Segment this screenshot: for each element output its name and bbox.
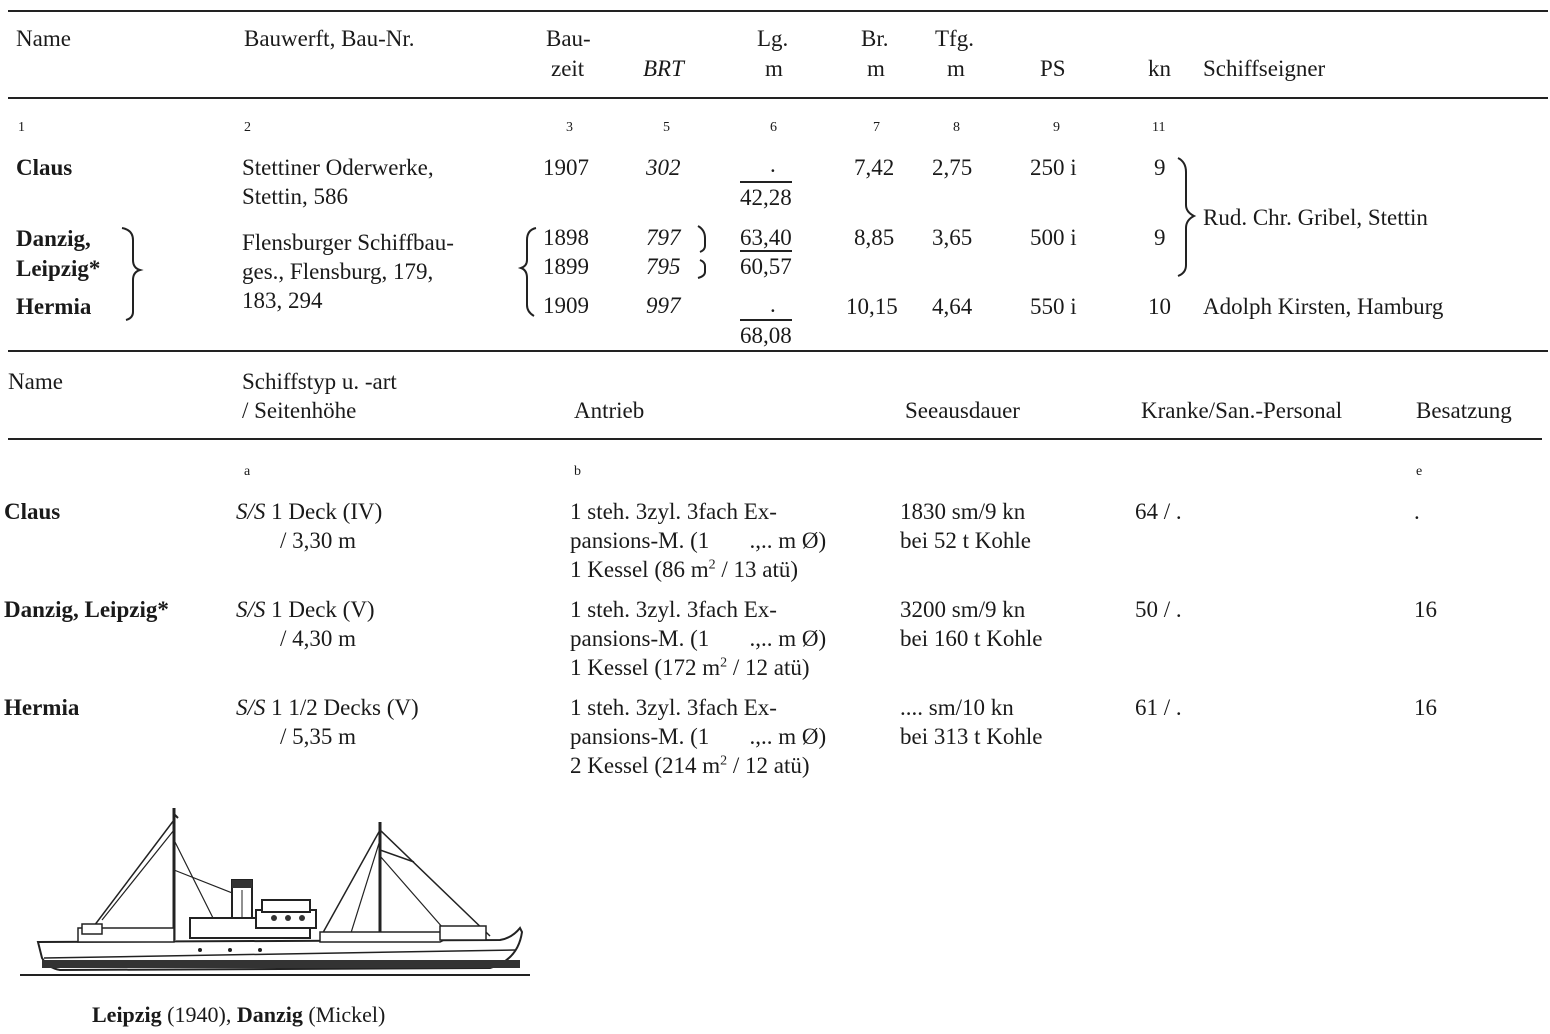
header-antrieb: Antrieb (574, 398, 645, 423)
antrieb-line: pansions-M. (1 .,.. m Ø) (570, 528, 827, 553)
figure-caption (92, 1000, 385, 1029)
boiler-sup: 2 (708, 557, 716, 573)
draught: 3,65 (932, 225, 973, 250)
see-line: bei 160 t Kohle (900, 626, 1043, 651)
header-ps: PS (1040, 56, 1066, 81)
antrieb-line (570, 751, 810, 780)
kranke: 61 / . (1135, 695, 1182, 720)
ship-name: Hermia (16, 294, 92, 319)
ship-name: Danzig, (16, 226, 91, 251)
boiler-rest: / 12 atü) (727, 753, 810, 778)
ship-drawing-icon (20, 800, 535, 985)
header-brt: BRT (643, 56, 684, 81)
caption-year: (1940), (161, 1002, 237, 1027)
owner: Adolph Kirsten, Hamburg (1203, 294, 1444, 319)
ship-name: Claus (16, 155, 73, 180)
type-prefix: S/S (236, 695, 266, 720)
colletter: b (574, 464, 581, 479)
shared-owner: Rud. Chr. Gribel, Stettin (1203, 205, 1428, 230)
ship-name: Danzig, Leipzig* (4, 597, 169, 622)
colnum: 11 (1152, 120, 1166, 135)
see-line: 3200 sm/9 kn (900, 597, 1026, 622)
brt: 795 (646, 254, 681, 279)
header-br-2: m (867, 56, 885, 81)
bracket-decoration (0, 0, 1550, 360)
yard-line: 183, 294 (242, 288, 323, 313)
length-top: . (770, 152, 776, 177)
colletter: e (1416, 464, 1423, 479)
see-line: bei 313 t Kohle (900, 724, 1043, 749)
caption-name: Danzig (236, 1002, 303, 1027)
antrieb-line: 1 steh. 3zyl. 3fach Ex- (570, 597, 777, 622)
speed: 9 (1154, 225, 1166, 250)
header-kranke: Kranke/San.-Personal (1141, 398, 1343, 423)
draught: 4,64 (932, 294, 973, 319)
header-owner: Schiffseigner (1203, 56, 1326, 81)
besatzung: 16 (1414, 695, 1437, 720)
length-value: 60,57 (740, 250, 792, 281)
colnum: 5 (663, 120, 670, 135)
length-top: . (770, 292, 776, 317)
colnum: 8 (953, 120, 960, 135)
boiler-rest: / 12 atü) (727, 655, 810, 680)
type-line (236, 497, 382, 526)
header-see: Seeausdauer (905, 398, 1020, 423)
year: 1907 (543, 155, 589, 180)
colletter: a (244, 464, 251, 479)
boiler-rest: / 13 atü) (715, 557, 799, 582)
table1-bottom-rule (8, 350, 1548, 352)
header-yard: Bauwerft, Bau-Nr. (244, 26, 415, 51)
brt: 797 (646, 225, 681, 250)
year: 1909 (543, 293, 589, 318)
header-bauzeit-1: Bau- (546, 26, 591, 51)
antrieb-line: 1 steh. 3zyl. 3fach Ex- (570, 499, 777, 524)
besatzung: 16 (1414, 597, 1437, 622)
caption-name: Leipzig (92, 1002, 162, 1027)
boiler-text: 1 Kessel (86 m (570, 557, 709, 582)
speed: 10 (1148, 294, 1171, 319)
length-value: 42,28 (740, 181, 792, 212)
table2-header-rule (8, 438, 1542, 440)
type-text: 1 Deck (V) (265, 597, 375, 622)
antrieb-line: 1 steh. 3zyl. 3fach Ex- (570, 695, 777, 720)
header-type: / Seitenhöhe (242, 398, 357, 423)
breadth: 7,42 (854, 155, 895, 180)
boiler-text: 2 Kessel (214 m (570, 753, 721, 778)
kranke: 50 / . (1135, 597, 1182, 622)
type-prefix: S/S (236, 597, 266, 622)
header-kn: kn (1148, 56, 1171, 81)
draught: 2,75 (932, 155, 973, 180)
colnum: 3 (566, 120, 573, 135)
header-type: Schiffstyp u. -art (242, 369, 397, 394)
breadth: 10,15 (846, 294, 898, 319)
type-height: / 3,30 m (280, 528, 357, 553)
header-lg-1: Lg. (757, 26, 789, 51)
type-height: / 5,35 m (280, 724, 357, 749)
brt: 997 (646, 293, 681, 318)
year: 1899 (543, 254, 589, 279)
boiler-sup: 2 (720, 655, 728, 671)
antrieb-line (570, 555, 798, 584)
header-name: Name (16, 26, 71, 51)
header-bauzeit-2: zeit (551, 56, 585, 81)
power: 250 i (1030, 155, 1077, 180)
breadth: 8,85 (854, 225, 895, 250)
header-besatzung: Besatzung (1416, 398, 1512, 423)
yard-line: Stettiner Oderwerke, (242, 155, 434, 180)
year: 1898 (543, 225, 589, 250)
header-tfg-1: Tfg. (935, 26, 974, 51)
ship-name: Claus (4, 499, 61, 524)
see-line: 1830 sm/9 kn (900, 499, 1026, 524)
type-line (236, 595, 375, 624)
length-value: 68,08 (740, 319, 792, 350)
see-line: bei 52 t Kohle (900, 528, 1031, 553)
header-lg-2: m (765, 56, 783, 81)
colnum: 2 (244, 120, 251, 135)
besatzung: . (1414, 499, 1420, 524)
brt: 302 (646, 155, 681, 180)
yard-line: ges., Flensburg, 179, (242, 259, 434, 284)
antrieb-line: pansions-M. (1 .,.. m Ø) (570, 626, 827, 651)
speed: 9 (1154, 155, 1166, 180)
antrieb-line: pansions-M. (1 .,.. m Ø) (570, 724, 827, 749)
see-line: .... sm/10 kn (900, 695, 1014, 720)
ship-name: Hermia (4, 695, 80, 720)
boiler-sup: 2 (720, 753, 728, 769)
type-text: 1 Deck (IV) (265, 499, 383, 524)
type-line (236, 693, 419, 722)
colnum: 6 (770, 120, 777, 135)
type-prefix: S/S (236, 499, 266, 524)
power: 550 i (1030, 294, 1077, 319)
type-text: 1 1/2 Decks (V) (265, 695, 419, 720)
boiler-text: 1 Kessel (172 m (570, 655, 721, 680)
length: 63,40 (740, 225, 792, 250)
caption-source: (Mickel) (302, 1002, 386, 1027)
antrieb-line (570, 653, 810, 682)
power: 500 i (1030, 225, 1077, 250)
kranke: 64 / . (1135, 499, 1182, 524)
yard-line: Stettin, 586 (242, 184, 349, 209)
colnum: 7 (873, 120, 880, 135)
header-br-1: Br. (861, 26, 889, 51)
header-name: Name (8, 369, 63, 394)
ship-name: Leipzig* (16, 256, 101, 281)
yard-line: Flensburger Schiffbau- (242, 230, 454, 255)
colnum: 1 (18, 120, 25, 135)
colnum: 9 (1053, 120, 1060, 135)
header-tfg-2: m (947, 56, 965, 81)
type-height: / 4,30 m (280, 626, 357, 651)
